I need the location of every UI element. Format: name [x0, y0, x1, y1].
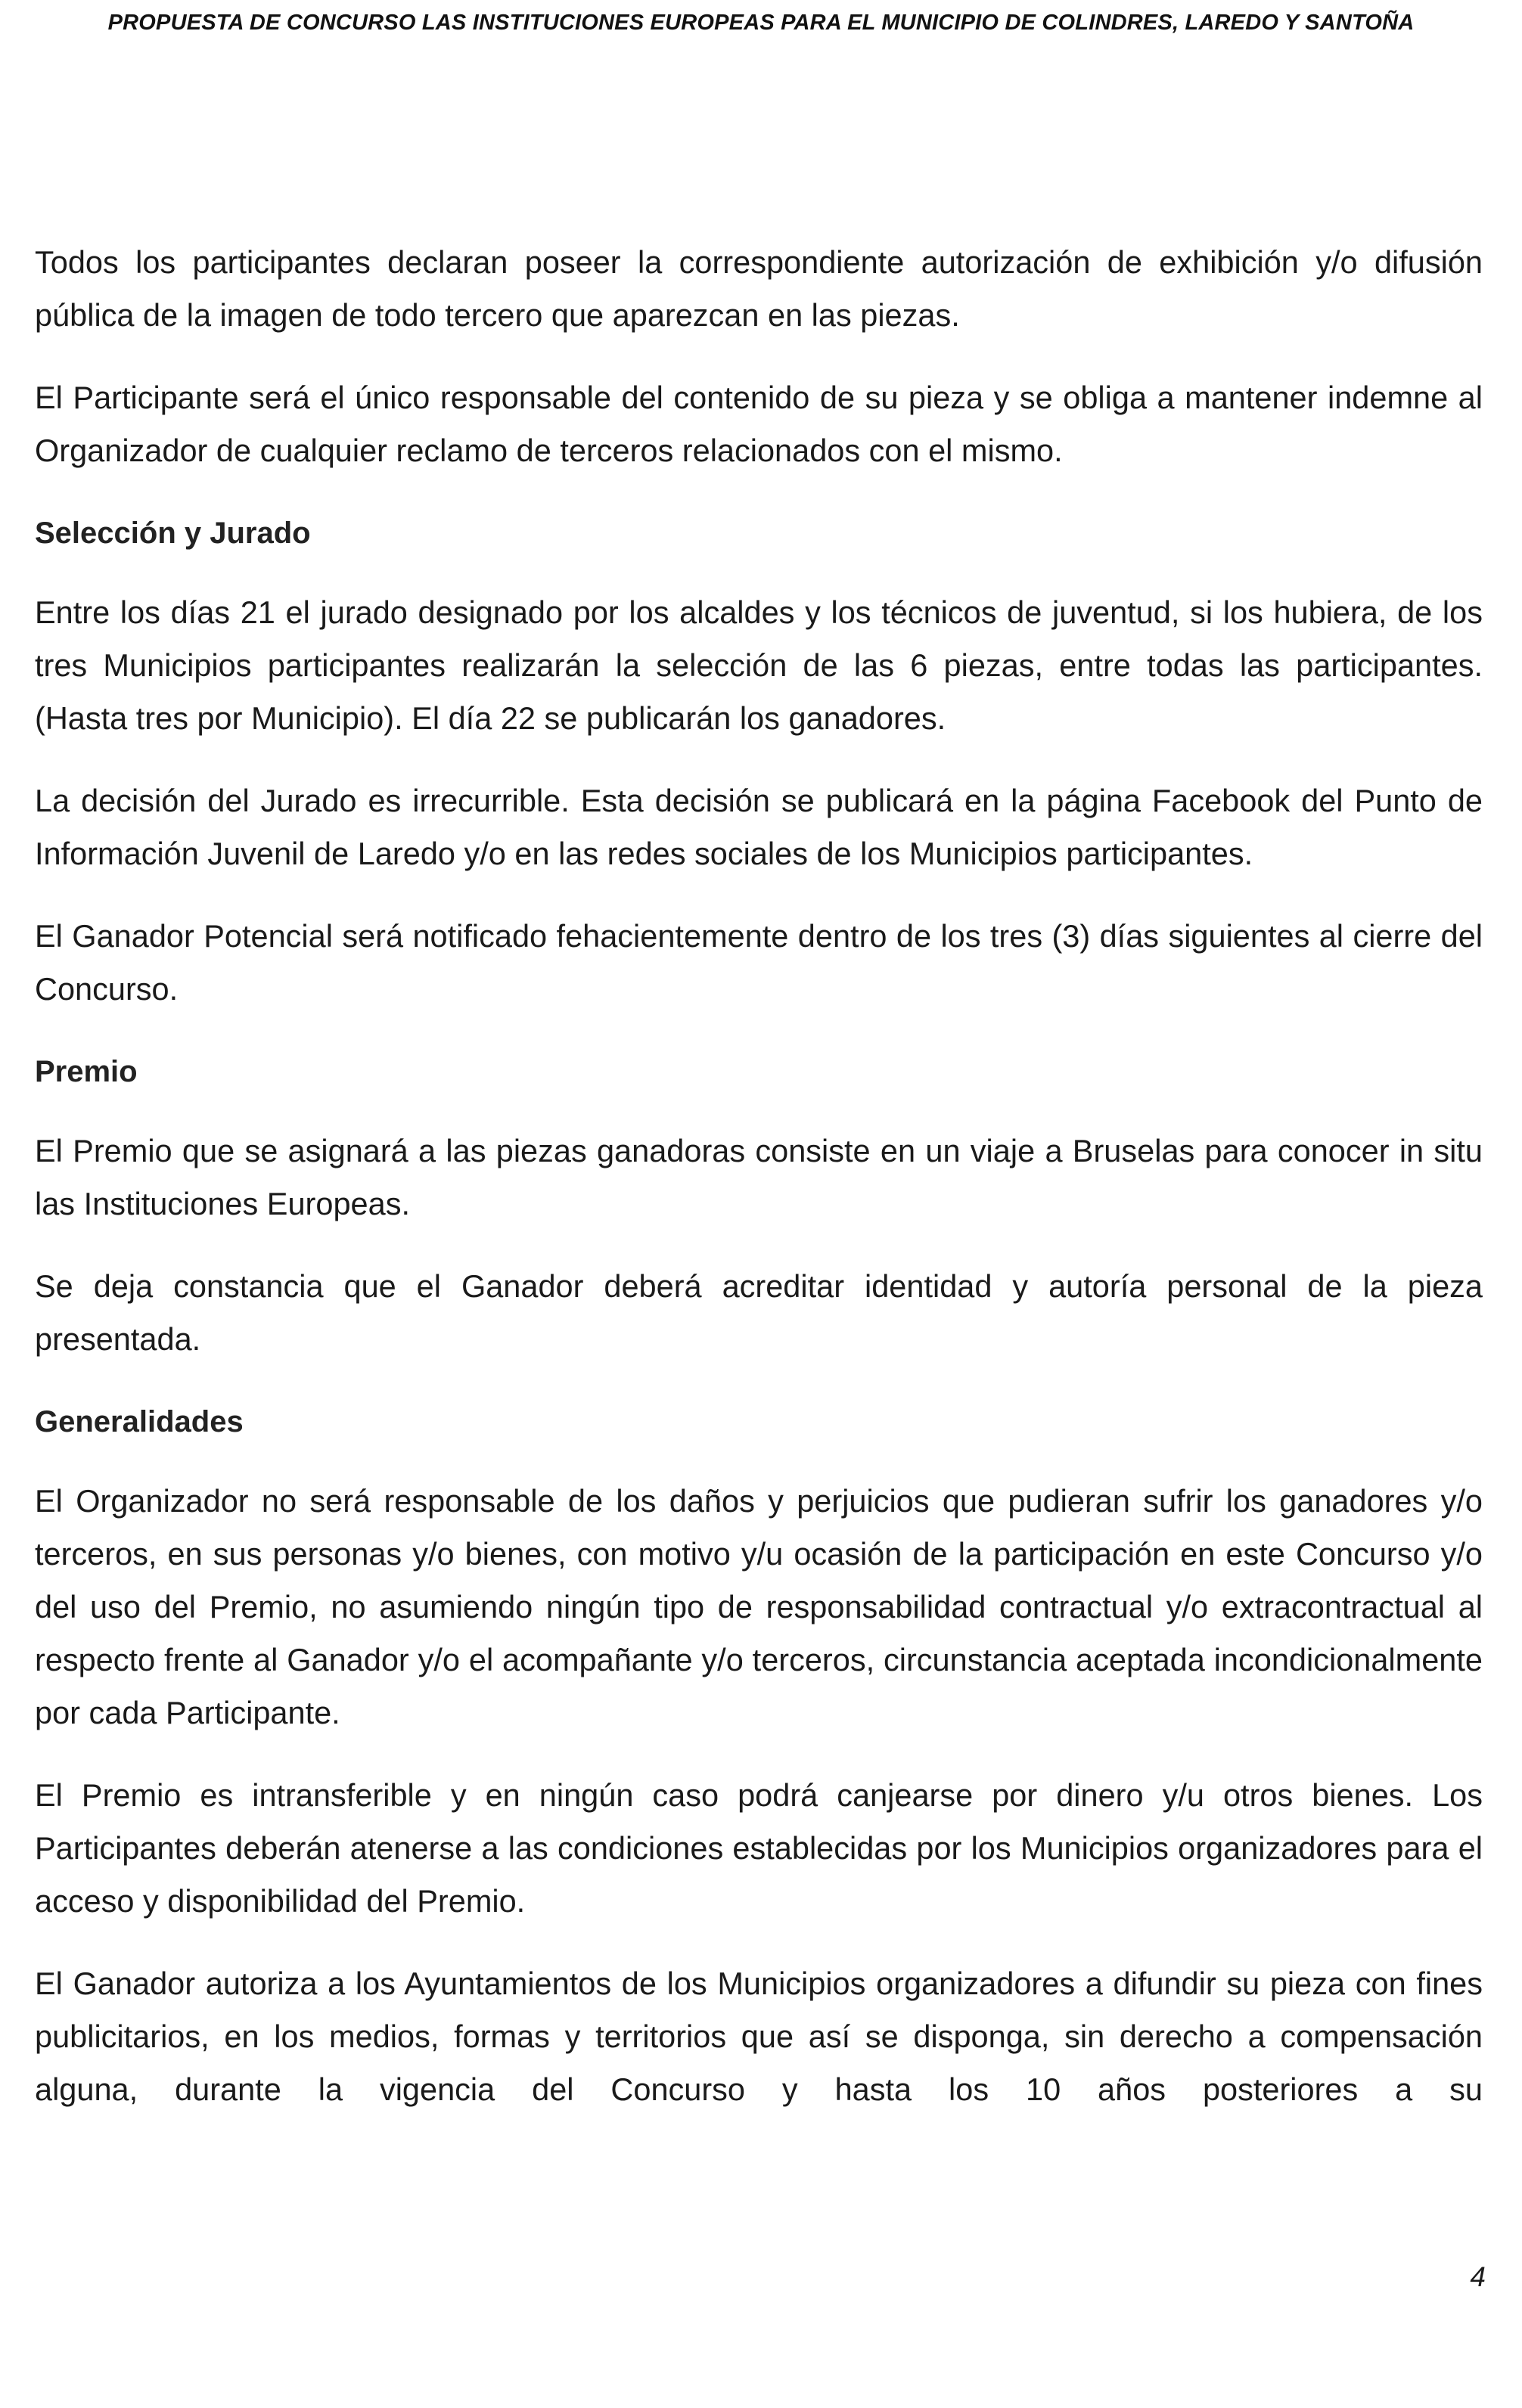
paragraph-publicity-authorization: El Ganador autoriza a los Ayuntamientos de los Municipios organizadores a difundir su pieza con fines publicitarios, en los medios, formas y territorios que así se disponga, sin derecho a compensación alguna, durante la vigencia del Concurso y hasta los 10 años posteriores a su [35, 1966, 1483, 2107]
paragraph-prize-description: El Premio que se asignará a las piezas ganadoras consiste en un viaje a Bruselas para conocer in situ las Instituciones Europeas. [35, 1133, 1483, 1221]
section-heading-premio: Premio [35, 1055, 138, 1088]
paragraph-authorization: Todos los participantes declaran poseer la correspondiente autorización de exhibición y/o difusión pública de la imagen de todo tercero que aparezcan en las piezas. [35, 244, 1483, 333]
paragraph-prize-identity: Se deja constancia que el Ganador deberá acreditar identidad y autoría personal de la pieza presentada. [35, 1268, 1483, 1357]
section-heading-seleccion: Selección y Jurado [35, 517, 311, 550]
paragraph-responsibility: El Participante será el único responsable del contenido de su pieza y se obliga a mantener indemne al Organizador de cualquier reclamo de terceros relacionados con el mismo. [35, 380, 1483, 468]
page-header: PROPUESTA DE CONCURSO LAS INSTITUCIONES EUROPEAS PARA EL MUNICIPIO DE COLINDRES, LAREDO Y SANTOÑA [107, 11, 1415, 35]
section-heading-generalidades: Generalidades [35, 1405, 244, 1438]
paragraph-selection-dates: Entre los días 21 el jurado designado por los alcaldes y los técnicos de juventud, si los hubiera, de los tres Municipios participantes realizarán la selección de las 6 piezas, entre todas las participantes. (Hasta tres por Municipio). El día 22 se publicarán los ganadores. [35, 594, 1483, 736]
paragraph-jury-decision: La decisión del Jurado es irrecurrible. Esta decisión se publicará en la página Facebook del Punto de Información Juvenil de Laredo y/o en las redes sociales de los Municipios participantes. [35, 783, 1483, 871]
paragraph-winner-notification: El Ganador Potencial será notificado fehacientemente dentro de los tres (3) días siguientes al cierre del Concurso. [35, 918, 1483, 1007]
page-number: 4 [1470, 2261, 1486, 2292]
document-body [35, 236, 1483, 2116]
paragraph-prize-transfer: El Premio es intransferible y en ningún caso podrá canjearse por dinero y/u otros bienes. Los Participantes deberán atenerse a las condiciones establecidas por los Municipios organizadores para el acceso y disponibilidad del Premio. [35, 1777, 1483, 1919]
paragraph-liability: El Organizador no será responsable de los daños y perjuicios que pudieran sufrir los ganadores y/o terceros, en sus personas y/o bienes, con motivo y/u ocasión de la participación en este Concurso y/o del uso del Premio, no asumiendo ningún tipo de responsabilidad contractual y/o extracontractual al respecto frente al Ganador y/o el acompañante y/o terceros, circunstancia aceptada incondicionalmente por cada Participante. [35, 1483, 1483, 1730]
